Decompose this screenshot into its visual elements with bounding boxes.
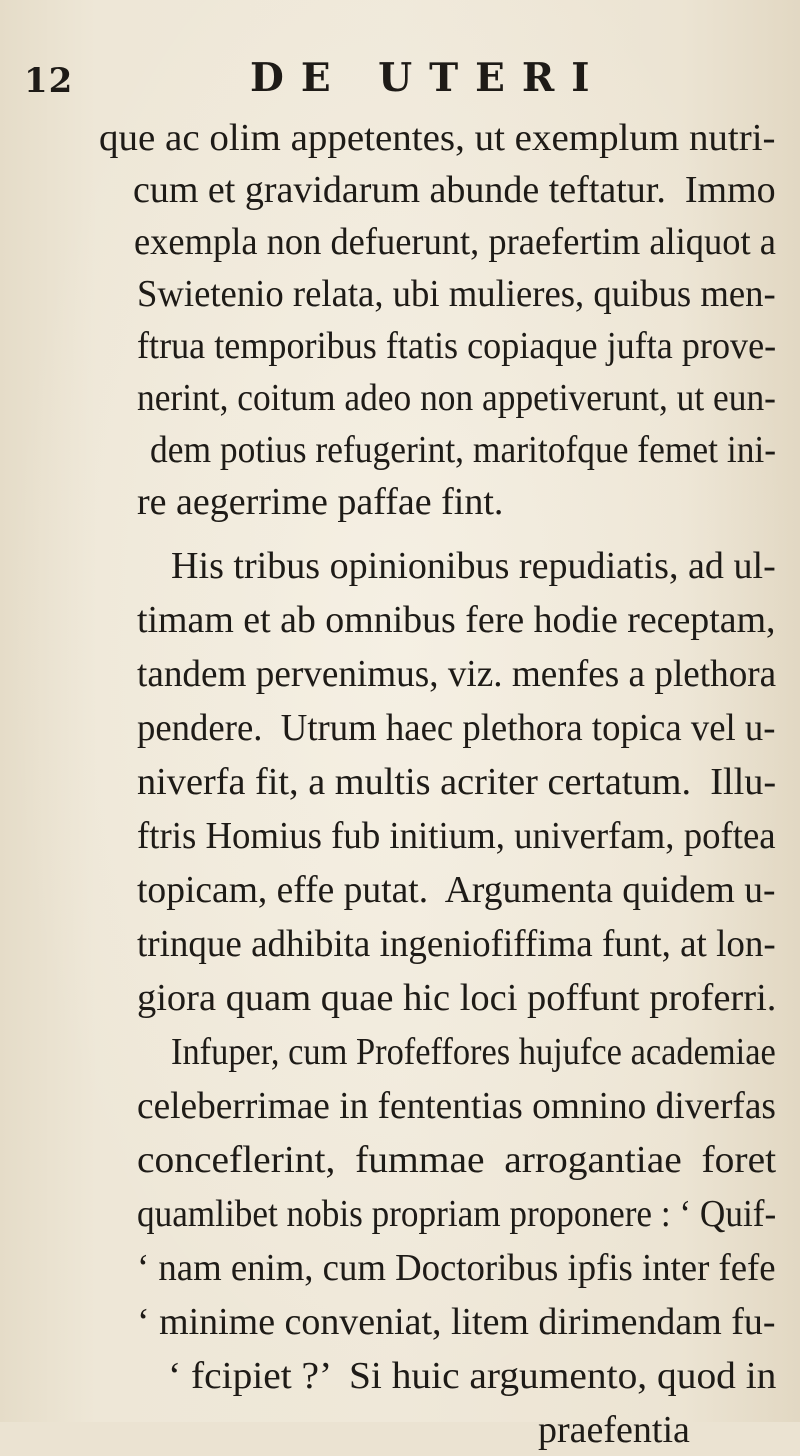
text-line: Infuper, cum Profeffores hujufce academiae <box>171 1031 776 1073</box>
text-line: dem potius refugerint, maritofque femet ini- <box>150 429 777 471</box>
text-line: cum et gravidarum abunde teftatur. Immo <box>133 169 776 211</box>
running-head: DE UTERI <box>250 55 607 101</box>
text-line: re aegerrime paffae fint. <box>137 481 504 523</box>
text-line: nerint, coitum adeo non appetiverunt, ut eun- <box>137 377 776 419</box>
text-line: ftris Homius fub initium, univerfam, poftea <box>137 815 776 857</box>
text-line: conceflerint, fummae arrogantiae foret <box>137 1139 777 1181</box>
text-line: Swietenio relata, ubi mulieres, quibus men- <box>137 273 776 315</box>
page-header <box>0 55 800 105</box>
text-line: ‘ minime conveniat, litem dirimendam fu- <box>137 1301 776 1343</box>
text-line: topicam, effe putat. Argumenta quidem u- <box>137 869 776 911</box>
text-line: giora quam quae hic loci poffunt proferri. <box>137 977 777 1019</box>
page-number: 12 <box>24 61 74 101</box>
text-line: ‘ nam enim, cum Doctoribus ipfis inter fefe <box>137 1247 776 1289</box>
text-line: His tribus opinionibus repudiatis, ad ul- <box>171 545 776 587</box>
text-line: que ac olim appetentes, ut exemplum nutri- <box>99 117 776 159</box>
text-line: celeberrimae in fententias omnino diverfas <box>137 1085 776 1127</box>
text-line: ‘ fcipiet ?’ Si huic argumento, quod in <box>168 1355 777 1397</box>
text-line: timam et ab omnibus fere hodie receptam, <box>137 599 776 641</box>
text-line: trinque adhibita ingeniofiffima funt, at lon- <box>137 923 776 965</box>
text-line: pendere. Utrum haec plethora topica vel u- <box>137 707 776 749</box>
text-line: exempla non defuerunt, praefertim aliquot a <box>134 221 776 263</box>
text-line: ftrua temporibus ftatis copiaque jufta prove- <box>137 325 777 367</box>
text-line: tandem pervenimus, viz. menfes a plethora <box>137 653 777 695</box>
text-line: niverfa fit, a multis acriter certatum. Illu- <box>137 761 777 803</box>
text-line: praefentia <box>538 1409 690 1451</box>
text-line: quamlibet nobis propriam proponere : ‘ Quif- <box>137 1193 777 1235</box>
